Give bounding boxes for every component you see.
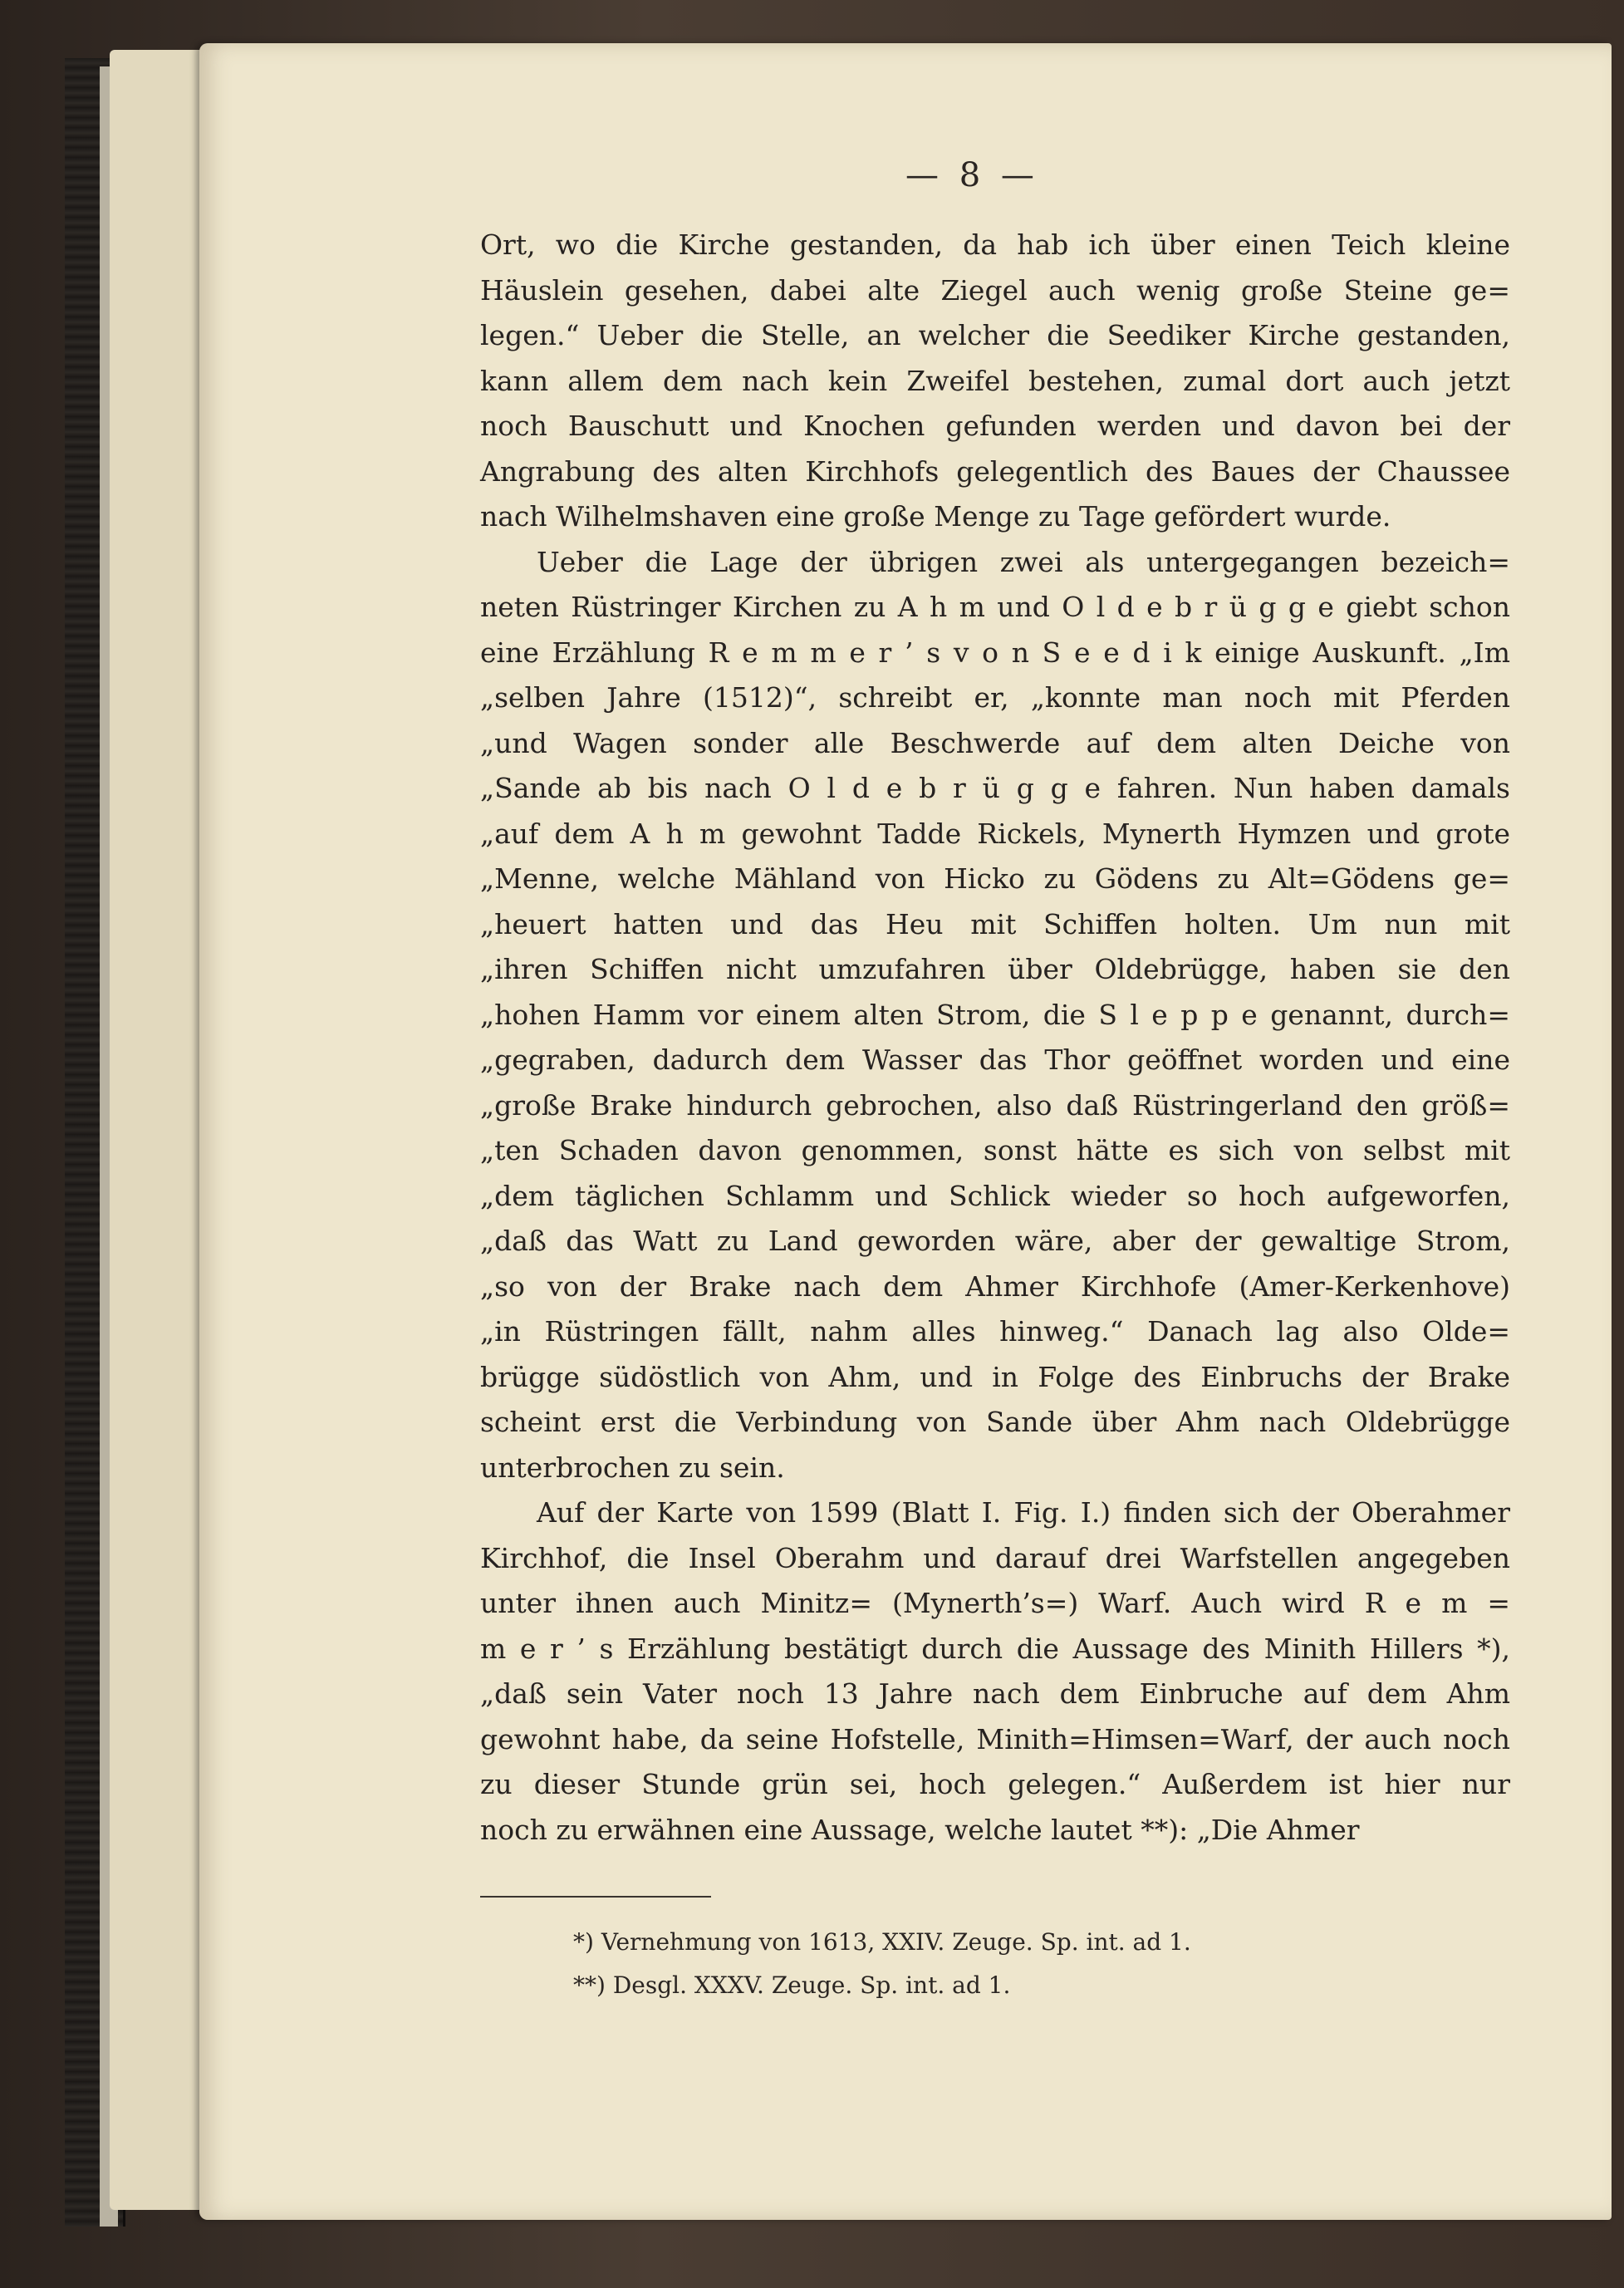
footnote-1: *) Vernehmung von 1613, XXIV. Zeuge. Sp. int. ad 1. bbox=[573, 1928, 1191, 1956]
text-line: „gegraben, dadurch dem Wasser das Thor geöffnet worden und eine bbox=[480, 1043, 1510, 1076]
text-line: Ueber die Lage der übrigen zwei als untergegangen bezeich= bbox=[537, 545, 1510, 578]
footnote-2: **) Desgl. XXXV. Zeuge. Sp. int. ad 1. bbox=[573, 1971, 1011, 1999]
paragraph bbox=[480, 1490, 1510, 1853]
text-line: unter ihnen auch Minitz= (Mynerth’s=) Warf. Auch wird R e m = bbox=[480, 1587, 1510, 1619]
text-line: legen.“ Ueber die Stelle, an welcher die Seediker Kirche gestanden, bbox=[480, 319, 1510, 351]
text-line: neten Rüstringer Kirchen zu A h m und O l d e b r ü g g e giebt schon bbox=[480, 591, 1510, 623]
text-line: „große Brake hindurch gebrochen, also daß Rüstringerland den größ= bbox=[480, 1088, 1510, 1122]
text-line: Ort, wo die Kirche gestanden, da hab ich über einen Teich kleine bbox=[480, 228, 1510, 261]
text-line: „heuert hatten und das Heu mit Schiffen holten. Um nun mit bbox=[480, 907, 1510, 940]
paragraph bbox=[480, 540, 1510, 1491]
text-line: „ihren Schiffen nicht umzufahren über Oldebrügge, haben sie den bbox=[480, 953, 1510, 985]
text-line: „Menne, welche Mähland von Hicko zu Gödens zu Alt=Gödens ge= bbox=[480, 862, 1510, 895]
text-line: „daß sein Vater noch 13 Jahre nach dem Einbruche auf dem Ahm bbox=[480, 1677, 1510, 1710]
text-line: noch zu erwähnen eine Aussage, welche lautet **): „Die Ahmer bbox=[480, 1813, 1360, 1846]
text-line: „und Wagen sonder alle Beschwerde auf dem alten Deiche von bbox=[480, 726, 1510, 759]
text-line: „Sande ab bis nach O l d e b r ü g g e fahren. Nun haben damals bbox=[480, 772, 1510, 804]
body-text bbox=[480, 223, 1510, 1853]
footnote-divider bbox=[480, 1896, 711, 1898]
text-line: m e r ’ s Erzählung bestätigt durch die Aussage des Minith Hillers *), bbox=[480, 1632, 1510, 1665]
text-line: Auf der Karte von 1599 (Blatt I. Fig. I.) finden sich der Oberahmer bbox=[537, 1496, 1510, 1529]
text-line: „hohen Hamm vor einem alten Strom, die S l e p p e genannt, durch= bbox=[480, 998, 1510, 1031]
text-line: „selben Jahre (1512)“, schreibt er, „konnte man noch mit Pferden bbox=[480, 681, 1510, 714]
text-line: kann allem dem nach kein Zweifel bestehen, zumal dort auch jetzt bbox=[480, 364, 1510, 397]
text-line: Angrabung des alten Kirchhofs gelegentlich des Baues der Chaussee bbox=[480, 454, 1510, 488]
text-line: nach Wilhelmshaven eine große Menge zu Tage gefördert wurde. bbox=[480, 500, 1391, 533]
text-line: „daß das Watt zu Land geworden wäre, aber der gewaltige Strom, bbox=[480, 1225, 1510, 1257]
text-line: brügge südöstlich von Ahm, und in Folge des Einbruchs der Brake bbox=[480, 1360, 1510, 1393]
text-line: „ten Schaden davon genommen, sonst hätte es sich von selbst mit bbox=[480, 1134, 1510, 1166]
text-line: unterbrochen zu sein. bbox=[480, 1451, 785, 1484]
text-line: gewohnt habe, da seine Hofstelle, Minith=Himsen=Warf, der auch noch bbox=[480, 1722, 1510, 1755]
text-line: „dem täglichen Schlamm und Schlick wieder so hoch aufgeworfen, bbox=[480, 1179, 1510, 1212]
text-line: Kirchhof, die Insel Oberahm und darauf drei Warfstellen angegeben bbox=[480, 1541, 1510, 1574]
text-line: zu dieser Stunde grün sei, hoch gelegen.“ Außerdem ist hier nur bbox=[480, 1768, 1510, 1800]
page-number: — 8 — bbox=[905, 156, 1039, 194]
text-line: „in Rüstringen fällt, nahm alles hinweg.“ Danach lag also Olde= bbox=[480, 1315, 1510, 1348]
text-line: „auf dem A h m gewohnt Tadde Rickels, Mynerth Hymzen und grote bbox=[480, 817, 1510, 850]
text-line: eine Erzählung R e m m e r ’ s v o n S e e d i k einige Auskunft. „Im bbox=[480, 636, 1510, 669]
text-line: Häuslein gesehen, dabei alte Ziegel auch wenig große Steine ge= bbox=[480, 273, 1510, 307]
paragraph bbox=[480, 223, 1510, 540]
footnotes bbox=[573, 1921, 1487, 2007]
text-line: „so von der Brake nach dem Ahmer Kirchhofe (Amer-Kerkenhove) bbox=[480, 1269, 1510, 1303]
text-line: noch Bauschutt und Knochen gefunden werden und davon bei der bbox=[480, 410, 1510, 442]
text-line: scheint erst die Verbindung von Sande über Ahm nach Oldebrügge bbox=[480, 1406, 1510, 1438]
